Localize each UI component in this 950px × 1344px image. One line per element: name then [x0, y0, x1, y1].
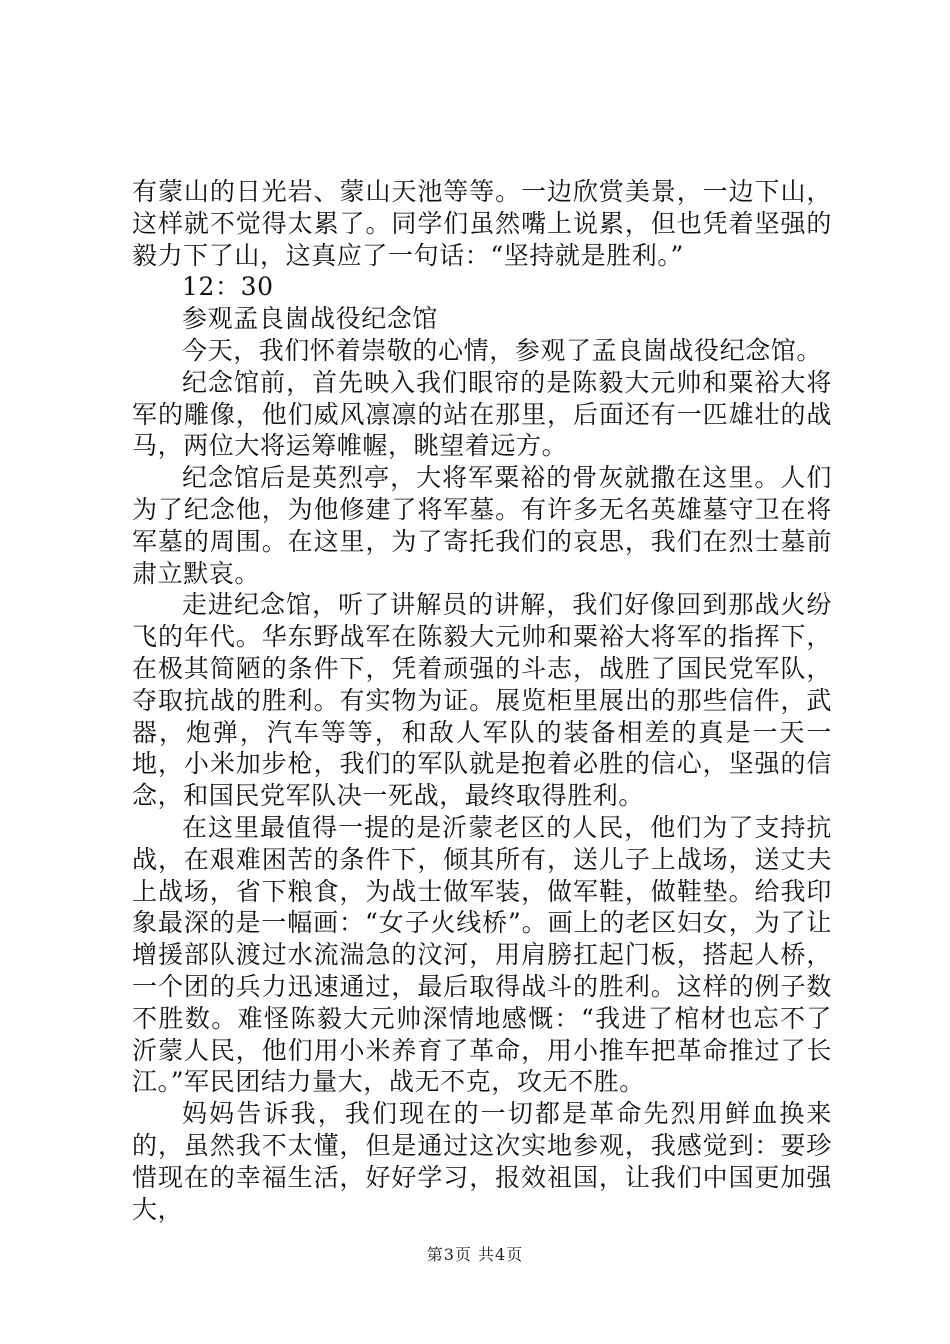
paragraph-mother: 妈妈告诉我，我们现在的一切都是革命先烈用鲜血换来的，虽然我不太懂，但是通过这次实地参观，我感觉到：要珍惜现在的幸福生活，好好学习，报效祖国，让我们中国更加强大，	[132, 1099, 832, 1224]
paragraph-continued: 有蒙山的日光岩、蒙山天池等等。一边欣赏美景，一边下山，这样就不觉得太累了。同学们虽然嘴上说累，但也凭着坚强的毅力下了山，这真应了一句话：“坚持就是胜利。”	[132, 177, 832, 270]
document-body	[132, 176, 832, 1225]
time-heading: 12：30	[182, 272, 274, 302]
paragraph-pavilion: 纪念馆后是英烈亭，大将军粟裕的骨灰就撒在这里。人们为了纪念他，为他修建了将军墓。有许多无名英雄墓守卫在将军墓的周围。在这里，为了寄托我们的哀思，我们在烈士墓前肃立默哀。	[132, 463, 832, 588]
paragraph-people: 在这里最值得一提的是沂蒙老区的人民，他们为了支持抗战，在艰难困苦的条件下，倾其所有，送儿子上战场，送丈夫上战场，省下粮食，为战士做军装，做军鞋，做鞋垫。给我印象最深的是一幅画：“女子火线桥”。画上的老区妇女，为了让增援部队渡过水流湍急的汶河，用肩膀扛起门板，搭起人桥，一个团的兵力迅速通过，最后取得战斗的胜利。这样的例子数不胜数。难怪陈毅大元帅深情地感慨：“我进了棺材也忘不了沂蒙人民，他们用小米养育了革命，用小推车把革命推过了长江。”军民团结力量大，战无不克，攻无不胜。	[132, 812, 832, 1097]
page-footer: 第3页 共4页	[426, 1245, 524, 1264]
paragraph-statues: 纪念馆前，首先映入我们眼帘的是陈毅大元帅和粟裕大将军的雕像，他们威风凛凛的站在那里，后面还有一匹雄壮的战马，两位大将运筹帷幄，眺望着远方。	[132, 367, 832, 461]
section-heading: 参观孟良崮战役纪念馆	[182, 304, 439, 334]
paragraph-intro: 今天，我们怀着崇敬的心情，参观了孟良崮战役纪念馆。	[182, 335, 823, 365]
paragraph-museum: 走进纪念馆，听了讲解员的讲解，我们好像回到那战火纷飞的年代。华东野战军在陈毅大元帅和粟裕大将军的指挥下，在极其简陋的条件下，凭着顽强的斗志，战胜了国民党军队，夺取抗战的胜利。有实物为证。展览柜里展出的那些信件，武器，炮弹，汽车等等，和敌人军队的装备相差的真是一天一地，小米加步枪，我们的军队就是抱着必胜的信心，坚强的信念，和国民党军队决一死战，最终取得胜利。	[132, 590, 832, 811]
